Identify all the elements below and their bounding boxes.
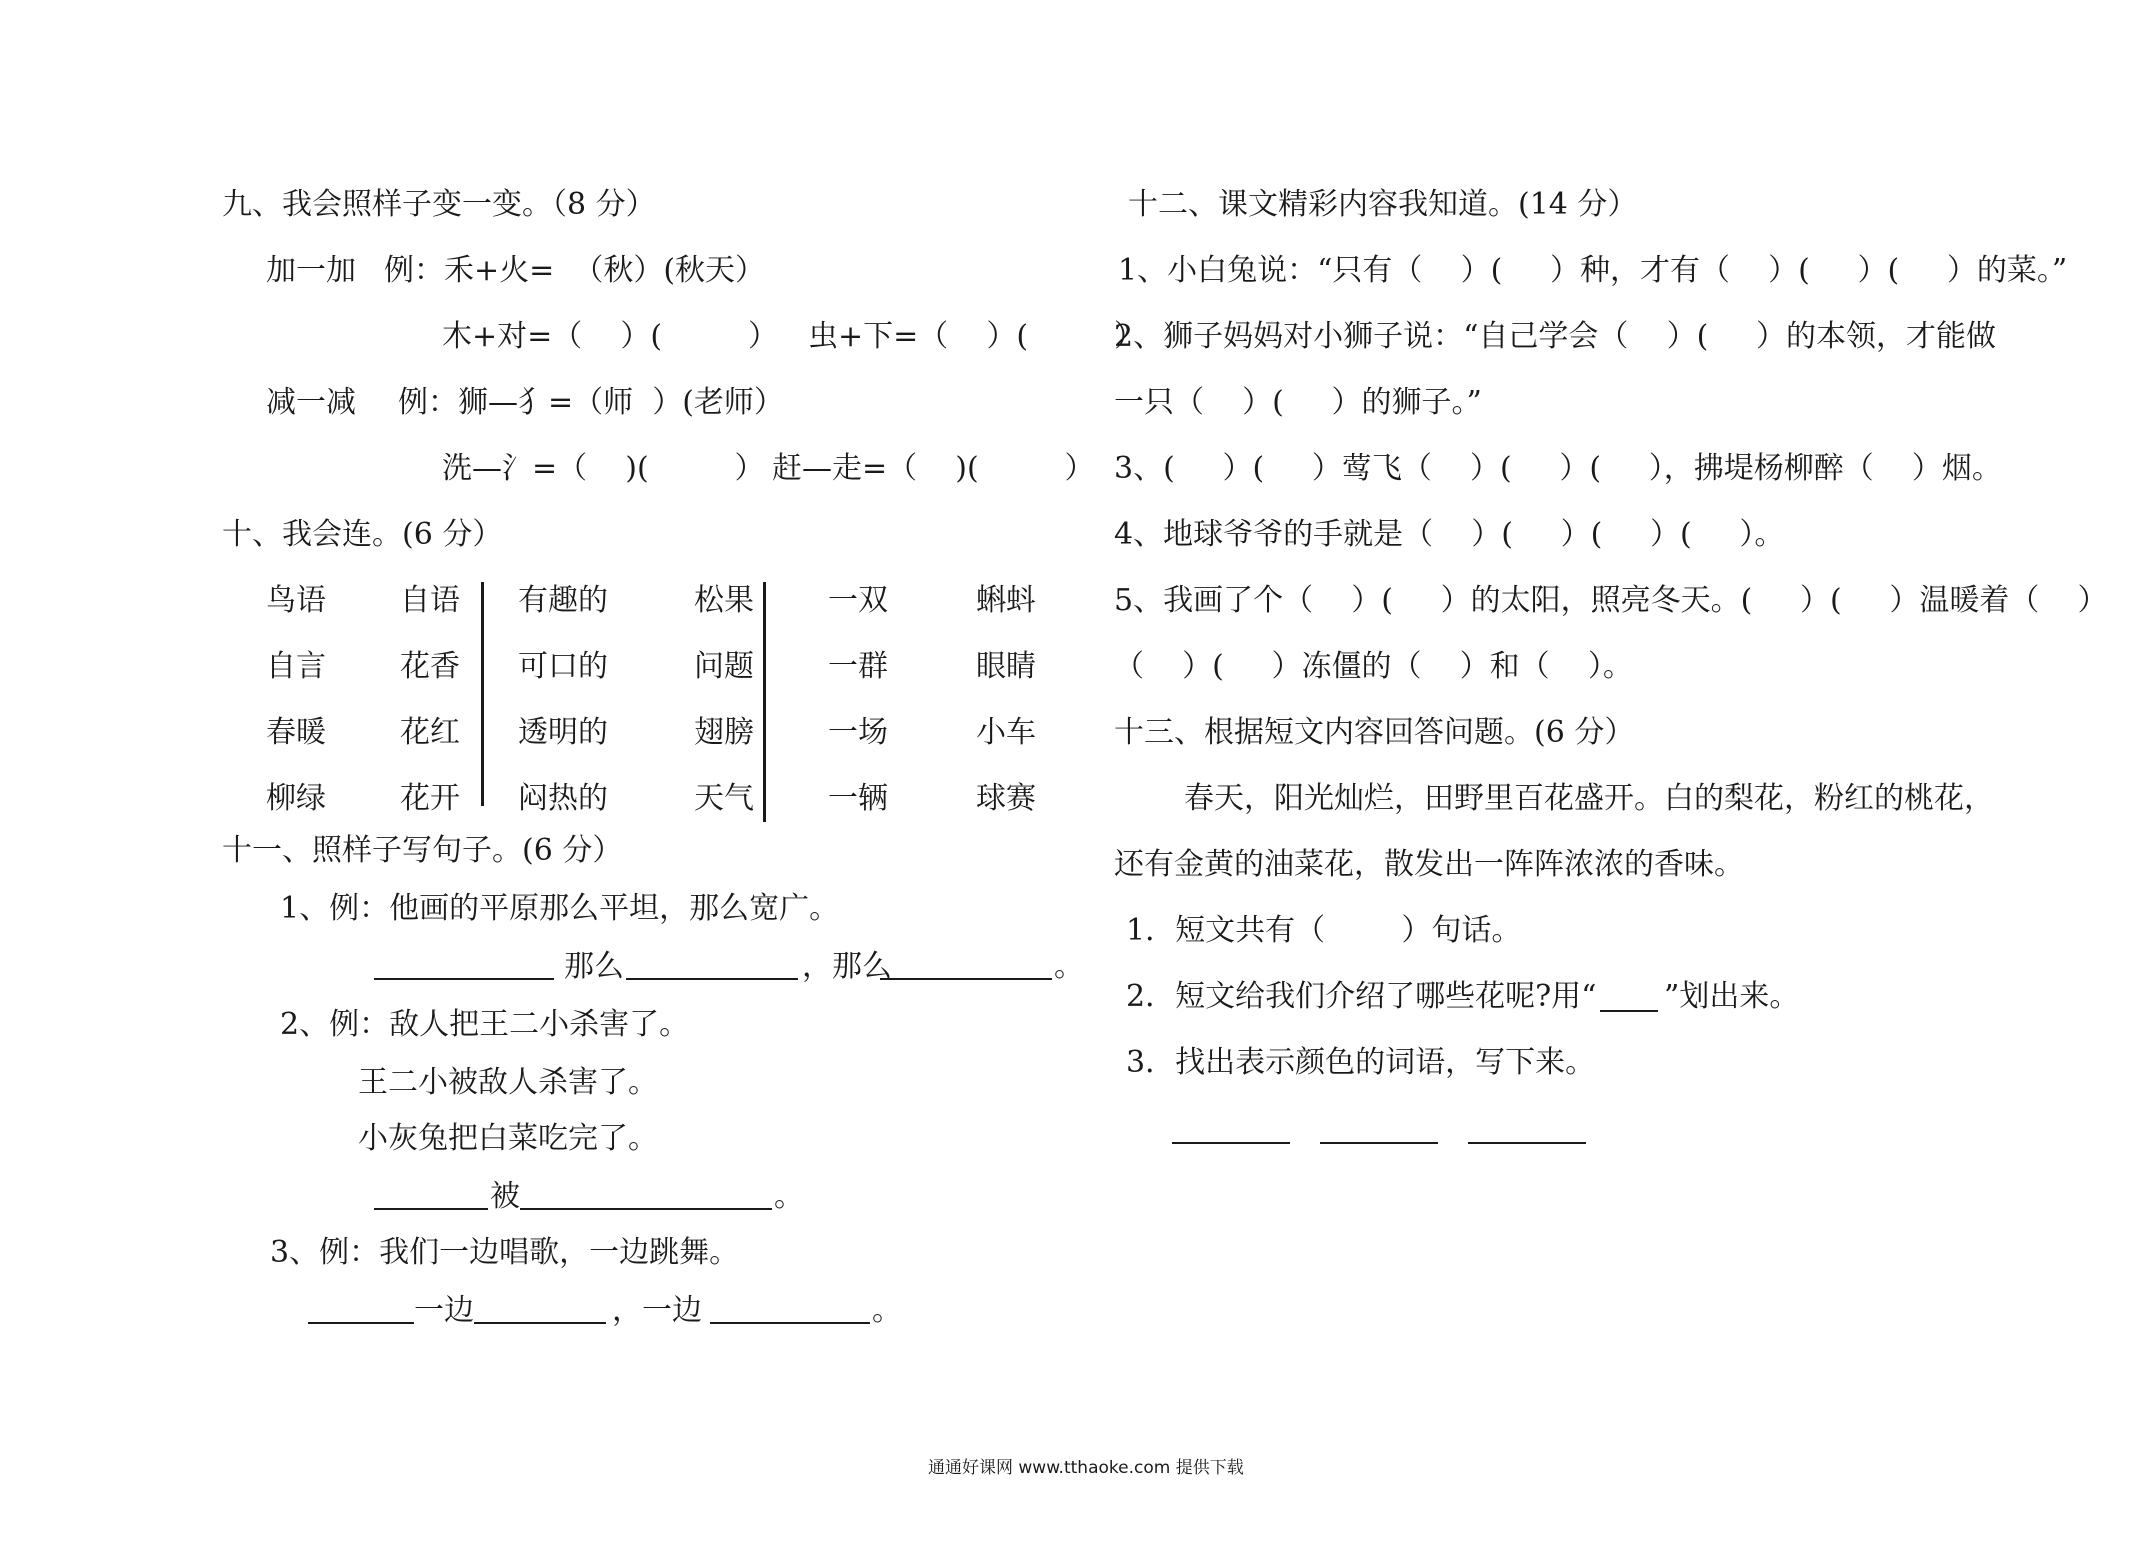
q12-item-4: 4、地球爷爷的手就是（ ）( ）( ）( ）。 [1114, 517, 1785, 552]
match-word: 一群 [828, 649, 888, 684]
group-divider [763, 582, 766, 822]
match-word: 一辆 [828, 781, 888, 816]
match-word: 球赛 [976, 781, 1036, 816]
match-word: 鸟语 [266, 583, 326, 618]
q11-ex3-word-2: ，一边 [612, 1293, 702, 1328]
q13-title: 十三、根据短文内容回答问题。(6 分） [1114, 715, 1635, 750]
q9-title: 九、我会照样子变一变。（8 分） [222, 187, 656, 222]
answer-blank[interactable] [710, 1322, 870, 1324]
match-word: 有趣的 [518, 583, 608, 618]
match-word: 自言 [266, 649, 326, 684]
q11-ex1-end: 。 [1054, 949, 1084, 984]
match-word: 问题 [694, 649, 754, 684]
match-word: 小车 [976, 715, 1036, 750]
q10-title: 十、我会连。(6 分） [222, 517, 503, 552]
answer-blank[interactable] [1468, 1142, 1586, 1144]
match-word: 花香 [400, 649, 460, 684]
answer-blank[interactable] [374, 1208, 488, 1210]
group-divider [481, 582, 484, 806]
match-word: 蝌蚪 [976, 583, 1036, 618]
answer-blank[interactable] [520, 1208, 772, 1210]
q11-ex1-word-2: ，那么 [802, 949, 892, 984]
q11-ex2-line-2: 小灰兔把白菜吃完了。 [358, 1121, 658, 1156]
q11-ex3-end: 。 [872, 1293, 902, 1328]
match-word: 春暖 [266, 715, 326, 750]
q12-item-3: 3、( ）( ）莺飞（ ）( ）( ），拂堤杨柳醉（ ）烟。 [1114, 451, 2002, 486]
match-word: 柳绿 [266, 781, 326, 816]
q12-title: 十二、课文精彩内容我知道。(14 分） [1128, 187, 1638, 222]
q13-sub-1: 1．短文共有（ ）句话。 [1126, 913, 1522, 948]
q9-sub-label: 减一减 [266, 385, 356, 420]
match-word: 翅膀 [694, 715, 754, 750]
q9-add-example: 例：禾+火= （秋）(秋天） [384, 253, 766, 288]
q11-ex2-word: 被 [490, 1179, 520, 1214]
q12-item-2a: 2、狮子妈妈对小狮子说：“自己学会（ ）( ）的本领，才能做 [1114, 319, 1996, 354]
q13-passage-a: 春天，阳光灿烂，田野里百花盛开。白的梨花，粉红的桃花， [1184, 781, 1994, 816]
q9-add-item-1: 木+对=（ ）( ） [442, 319, 778, 354]
match-word: 闷热的 [518, 781, 608, 816]
q11-example-2: 2、例：敌人把王二小杀害了。 [280, 1007, 690, 1042]
answer-blank[interactable] [374, 978, 554, 980]
q11-ex2-end: 。 [774, 1179, 804, 1214]
q9-add-label: 加一加 [266, 253, 356, 288]
q13-passage-b: 还有金黄的油菜花，散发出一阵阵浓浓的香味。 [1114, 847, 1744, 882]
page-footer: 通通好课网 www.tthaoke.com 提供下载 [928, 1458, 1244, 1478]
q13-sub-2b: ”划出来。 [1664, 979, 1800, 1014]
q9-sub-item-1: 洗—氵=（ )( ） [442, 451, 765, 486]
q9-sub-example: 例：狮—犭=（师 ）(老师） [398, 385, 784, 420]
answer-blank[interactable] [880, 978, 1052, 980]
q12-item-5a: 5、我画了个（ ）( ）的太阳，照亮冬天。( ）( ）温暖着（ ） [1114, 583, 2108, 618]
answer-blank[interactable] [1172, 1142, 1290, 1144]
answer-blank[interactable] [626, 978, 798, 980]
match-word: 花红 [400, 715, 460, 750]
q11-example-1: 1、例：他画的平原那么平坦，那么宽广。 [280, 891, 840, 926]
q9-sub-item-2: 赶—走=（ )( ） [772, 451, 1095, 486]
match-word: 一双 [828, 583, 888, 618]
q9-add-item-2: 虫+下=（ ）( ） [808, 319, 1144, 354]
match-word: 透明的 [518, 715, 608, 750]
q12-item-5b: （ ）( ）冻僵的（ ）和（ ）。 [1114, 649, 1633, 684]
q11-ex3-word-1: 一边 [414, 1293, 474, 1328]
match-word: 花开 [400, 781, 460, 816]
q11-ex2-line-1: 王二小被敌人杀害了。 [358, 1065, 658, 1100]
q12-item-2b: 一只（ ）( ）的狮子。” [1114, 385, 1482, 420]
q11-example-3: 3、例：我们一边唱歌，一边跳舞。 [270, 1235, 740, 1270]
answer-blank[interactable] [308, 1322, 414, 1324]
match-word: 可口的 [518, 649, 608, 684]
answer-blank[interactable] [474, 1322, 606, 1324]
underline-sample [1600, 1010, 1658, 1012]
q13-sub-3: 3．找出表示颜色的词语，写下来。 [1126, 1045, 1596, 1080]
match-word: 眼睛 [976, 649, 1036, 684]
q12-item-1: 1、小白兔说：“只有（ ）( ）种，才有（ ）( ）( ）的菜。” [1118, 253, 2068, 288]
match-word: 自语 [400, 583, 460, 618]
match-word: 松果 [694, 583, 754, 618]
match-word: 一场 [828, 715, 888, 750]
q11-title: 十一、照样子写句子。(6 分） [222, 833, 623, 868]
q11-ex1-word-1: 那么 [564, 949, 624, 984]
q13-sub-2a: 2．短文给我们介绍了哪些花呢?用“ [1126, 979, 1597, 1014]
match-word: 天气 [694, 781, 754, 816]
answer-blank[interactable] [1320, 1142, 1438, 1144]
